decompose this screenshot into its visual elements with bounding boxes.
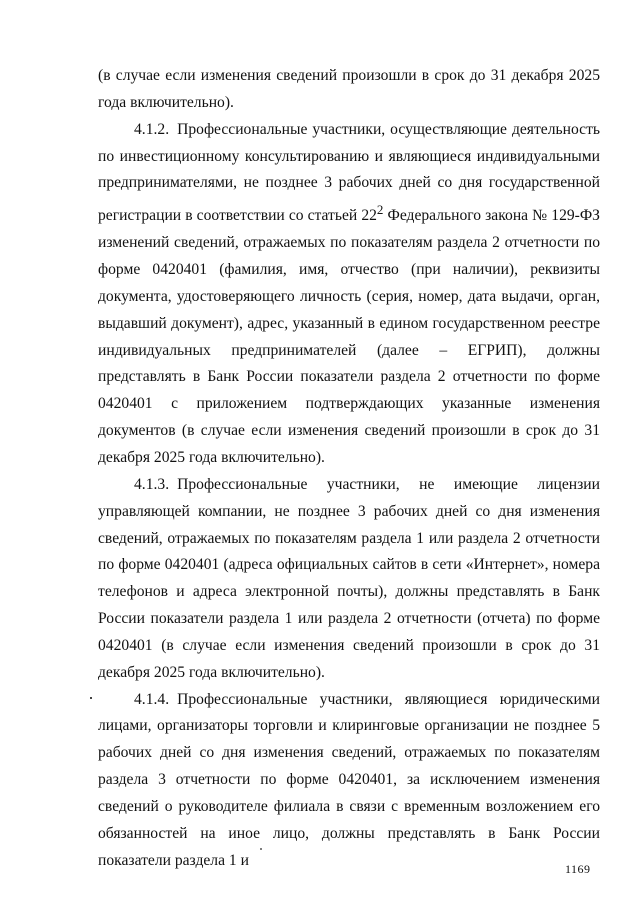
paragraph-continuation [98, 63, 600, 117]
scan-artifact [90, 697, 92, 699]
scan-artifact [260, 848, 262, 850]
paragraph-4-1-3 [98, 472, 600, 687]
paragraph-text: Профессиональные участники, не имеющие лицензии управляющей компании, не позднее 3 рабочих дней со дня изменения сведений, отражаемых по показателям раздела 1 или раздела 2 отчетности по форме 0420401 (адреса официальных сайтов в сети «Интернет», номера телефонов и адреса электронной почты), должны представлять в Банк России показатели раздела 1 или раздела 2 отчетности (отчета) по форме 0420401 (в случае если изменения сведений произошли в срок до 31 декабря 2025 года включительно). [98, 475, 600, 681]
paragraph-4-1-2 [98, 117, 600, 472]
paragraph-text: Профессиональные участники, осуществляющие деятельность по инвестиционному консультированию и являющиеся индивидуальными предпринимателями, не позднее 3 рабочих дней со дня государственной регистрации в соответствии со статьей 22 [98, 120, 600, 225]
paragraph-text-continued: Федерального закона № 129-ФЗ изменений сведений, отражаемых по показателям раздела 2 отчетности по форме 0420401 (фамилия, имя, отчество (при наличии), реквизиты документа, удостоверяющего личность (серия, номер, дата выдачи, орган, выдавший документ), адрес, указанный в едином государственном реестре индивидуальных предпринимателей (далее – ЕГРИП), должны представлять в Банк России показатели раздела 2 отчетности по форме 0420401 с приложением подтверждающих указанные изменения документов (в случае если изменения сведений произошли в срок до 31 декабря 2025 года включительно). [98, 207, 600, 466]
document-body [98, 63, 600, 875]
page-number: 1169 [565, 862, 591, 876]
paragraph-text: Профессиональные участники, являющиеся юридическими лицами, организаторы торговли и клиринговые организации не позднее 5 рабочих дней со дня изменения сведений, отражаемых по показателям раздела 3 отчетности по форме 0420401, за исключением изменения сведений о руководителе филиала в связи с временным возложением его обязанностей на иное лицо, должны представлять в Банк России показатели раздела 1 и [98, 690, 600, 869]
paragraph-text: (в случае если изменения сведений произошли в срок до 31 декабря 2025 года включительно). [98, 67, 600, 111]
paragraph-number: 4.1.4. [134, 690, 170, 708]
paragraph-number: 4.1.2. [134, 120, 170, 138]
superscript: 2 [376, 202, 384, 218]
paragraph-4-1-4 [98, 687, 600, 875]
paragraph-number: 4.1.3. [134, 475, 170, 493]
